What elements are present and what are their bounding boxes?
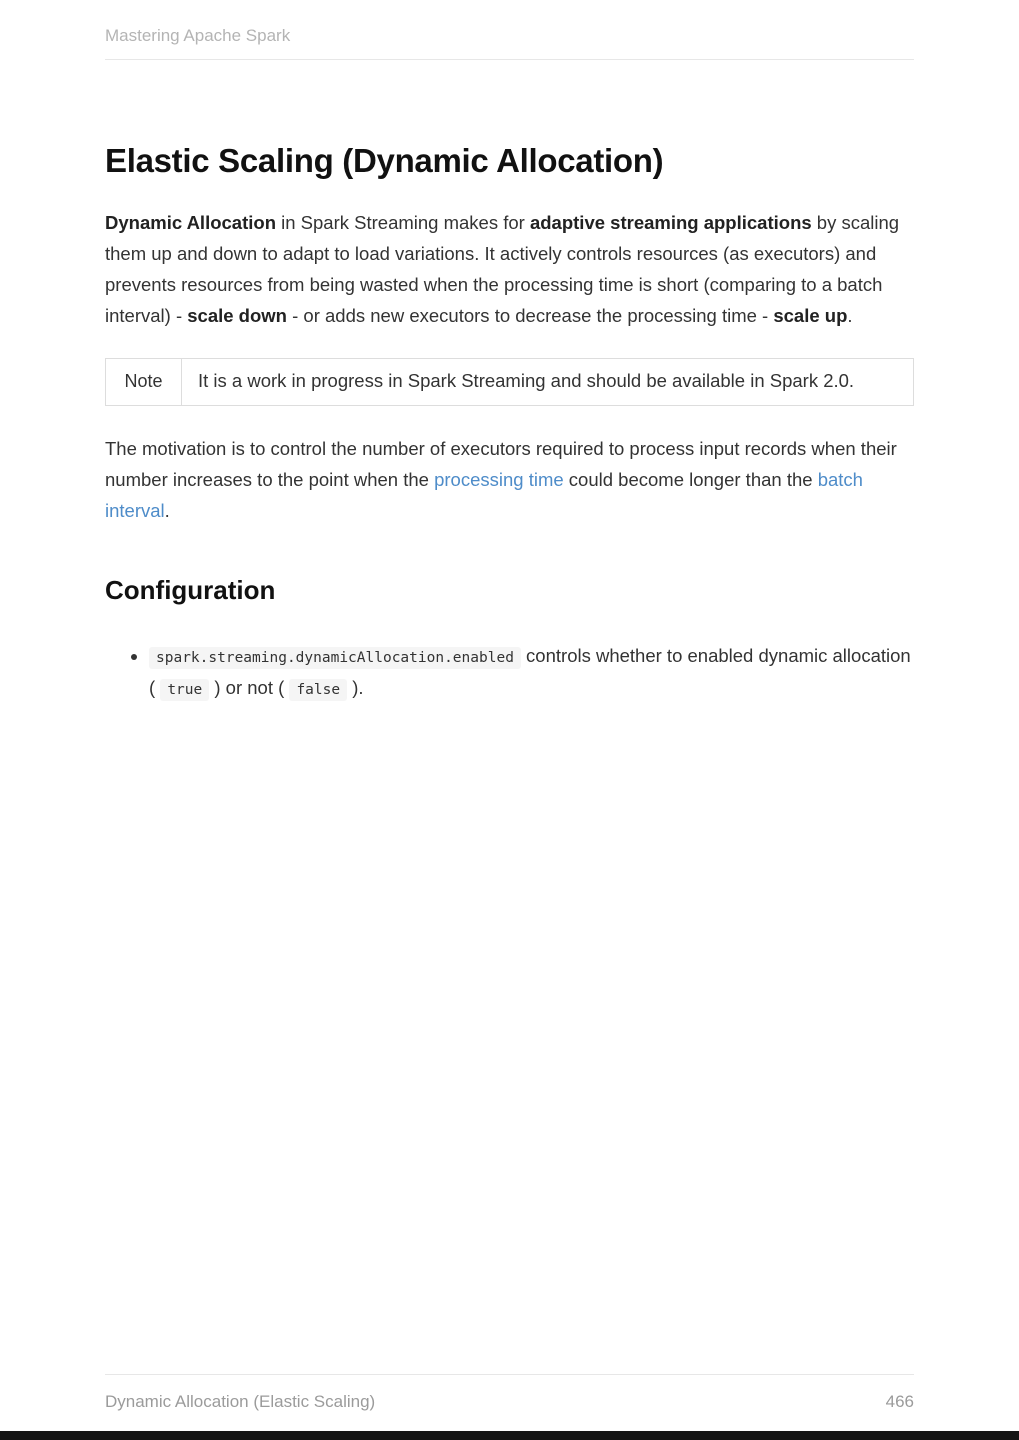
- configuration-heading: Configuration: [105, 575, 276, 606]
- footer-chapter-title: Dynamic Allocation (Elastic Scaling): [105, 1392, 376, 1411]
- note-label: Note: [106, 359, 182, 406]
- config-property-code: spark.streaming.dynamicAllocation.enabled: [149, 647, 521, 669]
- bottom-edge-bar: [0, 1431, 1019, 1440]
- note-box: [105, 358, 914, 407]
- intro-bold-adaptive: adaptive streaming applications: [529, 212, 812, 233]
- intro-bold-scale-up: scale up: [773, 304, 848, 326]
- bullet-text-1b: allocation (: [149, 645, 911, 699]
- intro-text-1: in Spark Streaming makes for: [276, 212, 530, 233]
- footer-page-number: 466: [885, 1392, 914, 1411]
- bullet-text-3: ).: [347, 677, 364, 699]
- false-code: false: [289, 679, 347, 701]
- motivation-text-2: could become longer than the: [563, 469, 818, 491]
- motivation-paragraph: [105, 434, 914, 527]
- configuration-list: [105, 640, 914, 705]
- intro-bold-dynamic-allocation: Dynamic Allocation: [105, 212, 276, 233]
- document-page: [0, 0, 1019, 705]
- header-divider: [105, 59, 914, 60]
- processing-time-link[interactable]: processing time: [434, 469, 564, 491]
- bullet-text-1: controls whether to enabled dynamic: [520, 645, 833, 667]
- intro-text-4: .: [847, 304, 853, 326]
- book-title: Mastering Apache Spark: [105, 26, 291, 45]
- list-item: [149, 640, 914, 705]
- note-text: It is a work in progress in Spark Streaming and should be available in Spark 2.0.: [198, 369, 855, 391]
- batch-interval-link[interactable]: batch interval: [105, 469, 863, 522]
- page-title: Elastic Scaling (Dynamic Allocation): [105, 142, 664, 179]
- intro-bold-scale-down: scale down: [187, 304, 287, 326]
- page-footer: [105, 1374, 914, 1412]
- bullet-text-2: ) or not (: [209, 677, 290, 699]
- motivation-text-1: The motivation is to control the number of executors required to process input records when their number increases to the point when the: [105, 438, 897, 491]
- intro-paragraph: [105, 208, 914, 332]
- page-header: [105, 0, 914, 60]
- motivation-text-3: .: [164, 500, 170, 522]
- intro-text-3: - or adds new executors to decrease the processing time -: [286, 304, 774, 326]
- true-code: true: [160, 679, 209, 701]
- intro-text-2: by scaling them up and down to adapt to load variations. It actively controls resources (as executors) and prevents resources from being wasted when the processing time is short (comparing to a batch interval) -: [105, 212, 900, 326]
